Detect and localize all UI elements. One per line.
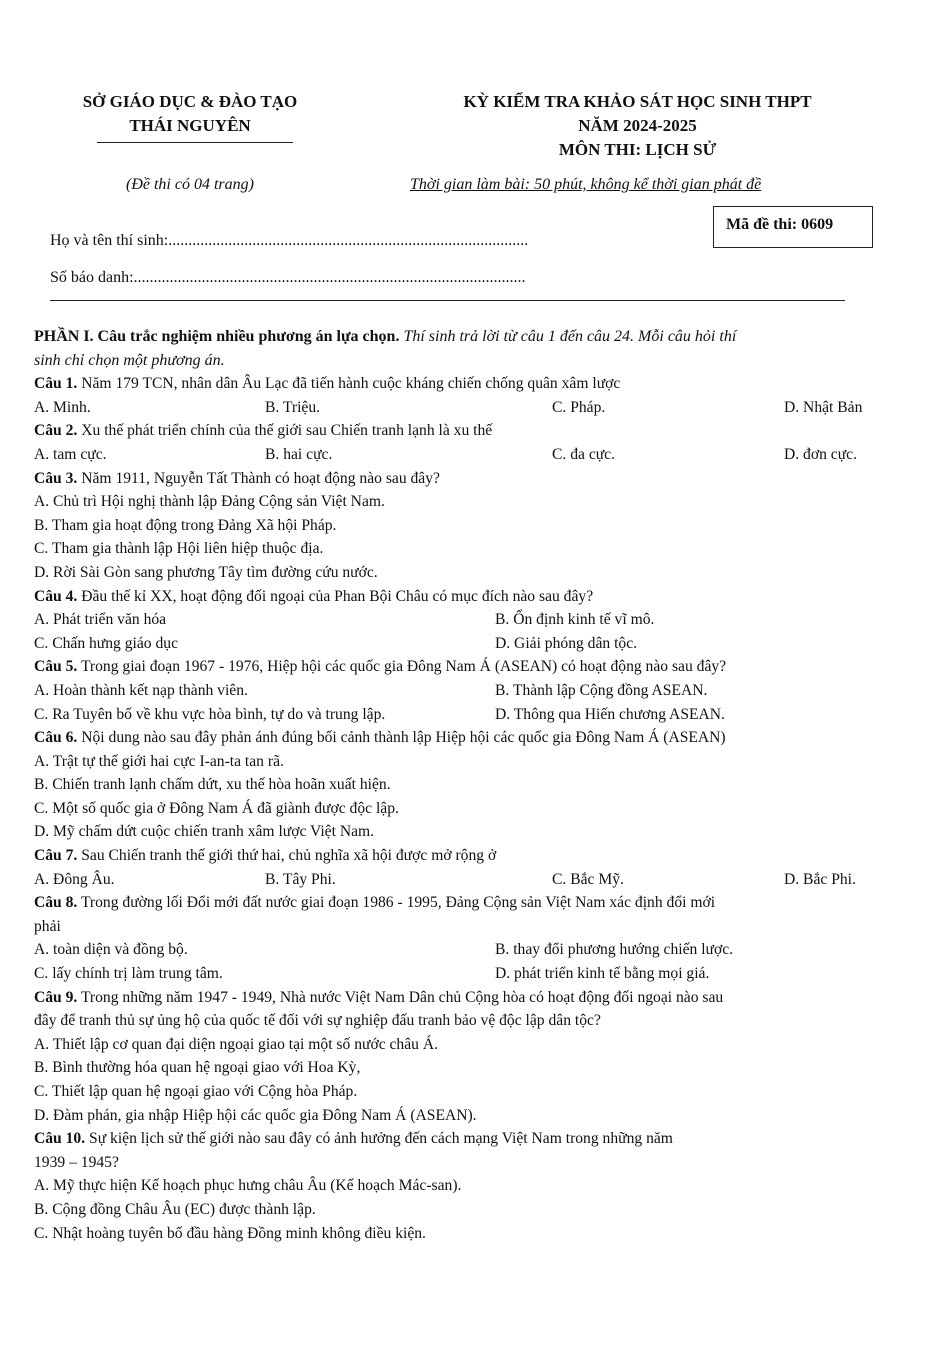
answer-options — [34, 443, 894, 467]
option-d: D. Nhật Bản — [784, 398, 863, 416]
question-stem: Câu 7. Sau Chiến tranh thế giới thứ hai, chủ nghĩa xã hội được mở rộng ở — [34, 847, 497, 865]
option-b: B. Cộng đồng Châu Âu (EC) được thành lập. — [34, 1200, 316, 1218]
part-instruction-cont: sinh chỉ chọn một phương án. — [34, 351, 225, 369]
option-c: C. Thiết lập quan hệ ngoại giao với Cộng hòa Pháp. — [34, 1083, 358, 1100]
option-c: C. Tham gia thành lập Hội liên hiệp thuộc địa. — [34, 540, 324, 558]
answer-options — [34, 632, 894, 656]
answer-options — [34, 703, 894, 727]
option-d: D. phát triển kinh tế bằng mọi giá. — [495, 965, 710, 983]
option-b: B. Triệu. — [265, 398, 321, 416]
option-b: B. Bình thường hóa quan hệ ngoại giao với Hoa Kỳ, — [34, 1059, 361, 1077]
option-c: C. Bắc Mỹ. — [552, 870, 624, 888]
option-d: D. Thông qua Hiến chương ASEAN. — [495, 705, 725, 723]
question-stem: Câu 6. Nội dung nào sau đây phản ánh đúng bối cảnh thành lập Hiệp hội các quốc gia Đông Nam Á (ASEAN) — [34, 729, 726, 747]
option-a: A. Hoàn thành kết nạp thành viên. — [34, 681, 248, 699]
exam-title: KỲ KIỂM TRA KHẢO SÁT HỌC SINH THPT — [463, 92, 812, 111]
option-c: C. đa cực. — [552, 445, 616, 463]
option-d: D. Rời Sài Gòn sang phương Tây tìm đường cứu nước. — [34, 563, 378, 581]
option-a: A. Mỹ thực hiện Kế hoạch phục hưng châu Âu (Kế hoạch Mác-san). — [34, 1177, 462, 1195]
candidate-id-field: Số báo danh:.................................................................................................. — [50, 269, 526, 286]
answer-options — [34, 962, 894, 986]
question-stem: Câu 2. Xu thế phát triển chính của thế giới sau Chiến tranh lạnh là xu thế — [34, 422, 493, 440]
option-c: C. Chấn hưng giáo dục — [34, 634, 179, 652]
option-a: A. Phát triển văn hóa — [34, 611, 167, 629]
option-b: B. Ổn định kinh tế vĩ mô. — [495, 611, 655, 629]
pages-note: (Đề thi có 04 trang) — [126, 176, 254, 193]
option-a: A. tam cực. — [34, 445, 107, 463]
option-b: B. Tham gia hoạt động trong Đảng Xã hội Pháp. — [34, 516, 337, 534]
questions-section — [34, 325, 894, 1245]
option-c: C. Pháp. — [552, 398, 606, 416]
question-stem-cont: 1939 – 1945? — [34, 1153, 119, 1171]
part-title: PHẦN I. Câu trắc nghiệm nhiều phương án lựa chọn. — [34, 328, 400, 345]
option-d: D. đơn cực. — [784, 445, 857, 463]
province-name: THÁI NGUYÊN — [129, 116, 251, 135]
question-stem: Câu 10. Sự kiện lịch sử thế giới nào sau đây có ảnh hưởng đến cách mạng Việt Nam trong những năm — [34, 1130, 673, 1148]
option-d: D. Mỹ chấm dứt cuộc chiến tranh xâm lược Việt Nam. — [34, 823, 375, 841]
question-stem: Câu 1. Năm 179 TCN, nhân dân Âu Lạc đã tiến hành cuộc kháng chiến chống quân xâm lược — [34, 375, 621, 393]
option-b: B. Tây Phi. — [265, 870, 336, 888]
question-stem-cont: phải — [34, 917, 61, 935]
answer-options — [34, 608, 894, 632]
option-a: A. Trật tự thế giới hai cực I-an-ta tan rã. — [34, 752, 284, 770]
option-a: A. Chủ trì Hội nghị thành lập Đảng Cộng sản Việt Nam. — [34, 493, 385, 511]
exam-code-box — [713, 206, 873, 248]
part-heading — [34, 325, 894, 349]
candidate-name-field: Họ và tên thí sinh:.......................................................................................... — [50, 232, 529, 249]
question-stem: Câu 9. Trong những năm 1947 - 1949, Nhà nước Việt Nam Dân chủ Cộng hòa có hoạt động đối ngoại nào sau — [34, 988, 724, 1006]
exam-year: NĂM 2024-2025 — [578, 116, 697, 135]
option-c: C. Một số quốc gia ở Đông Nam Á đã giành được độc lập. — [34, 799, 399, 817]
answer-options — [34, 396, 894, 420]
question-stem-cont: đây để tranh thủ sự ủng hộ của quốc tế đối với sự nghiệp đấu tranh bảo vệ độc lập dân tộc? — [34, 1012, 601, 1030]
header-divider — [50, 300, 845, 301]
question-stem: Câu 8. Trong đường lối Đổi mới đất nước giai đoạn 1986 - 1995, Đảng Cộng sản Việt Nam xác định đổi mới — [34, 894, 716, 912]
option-d: D. Bắc Phi. — [784, 870, 856, 888]
part-instruction: Thí sinh trả lời từ câu 1 đến câu 24. Mỗi câu hỏi thí — [403, 328, 737, 345]
answer-options — [34, 868, 894, 892]
option-b: B. Chiến tranh lạnh chấm dứt, xu thế hòa hoãn xuất hiện. — [34, 776, 391, 794]
option-b: B. hai cực. — [265, 445, 333, 463]
option-a: A. Minh. — [34, 398, 91, 416]
option-b: B. thay đổi phương hướng chiến lược. — [495, 941, 734, 959]
option-c: C. Nhật hoàng tuyên bố đầu hàng Đồng minh không điều kiện. — [34, 1224, 426, 1242]
question-stem: Câu 3. Năm 1911, Nguyễn Tất Thành có hoạt động nào sau đây? — [34, 469, 440, 487]
option-c: C. lấy chính trị làm trung tâm. — [34, 965, 223, 983]
option-b: B. Thành lập Cộng đồng ASEAN. — [495, 681, 708, 699]
time-note: Thời gian làm bài: 50 phút, không kể thời gian phát đề — [410, 176, 762, 193]
option-a: A. Thiết lập cơ quan đại diện ngoại giao tại một số nước châu Á. — [34, 1035, 439, 1053]
option-d: D. Giải phóng dân tộc. — [495, 634, 638, 652]
exam-subject: MÔN THI: LỊCH SỬ — [558, 140, 717, 159]
answer-options — [34, 938, 894, 962]
option-a: A. toàn diện và đồng bộ. — [34, 941, 188, 959]
option-c: C. Ra Tuyên bố về khu vực hòa bình, tự do và trung lập. — [34, 705, 386, 723]
question-stem: Câu 4. Đầu thế kỉ XX, hoạt động đối ngoại của Phan Bội Châu có mục đích nào sau đây? — [34, 587, 594, 605]
exam-code: Mã đề thi: 0609 — [726, 216, 834, 233]
option-d: D. Đàm phán, gia nhập Hiệp hội các quốc gia Đông Nam Á (ASEAN). — [34, 1106, 477, 1124]
option-a: A. Đông Âu. — [34, 870, 115, 888]
question-stem: Câu 5. Trong giai đoạn 1967 - 1976, Hiệp hội các quốc gia Đông Nam Á (ASEAN) có hoạt động nào sau đây? — [34, 658, 727, 676]
department-name: SỞ GIÁO DỤC & ĐÀO TẠO — [82, 92, 298, 111]
answer-options — [34, 679, 894, 703]
province-underline — [97, 142, 293, 143]
